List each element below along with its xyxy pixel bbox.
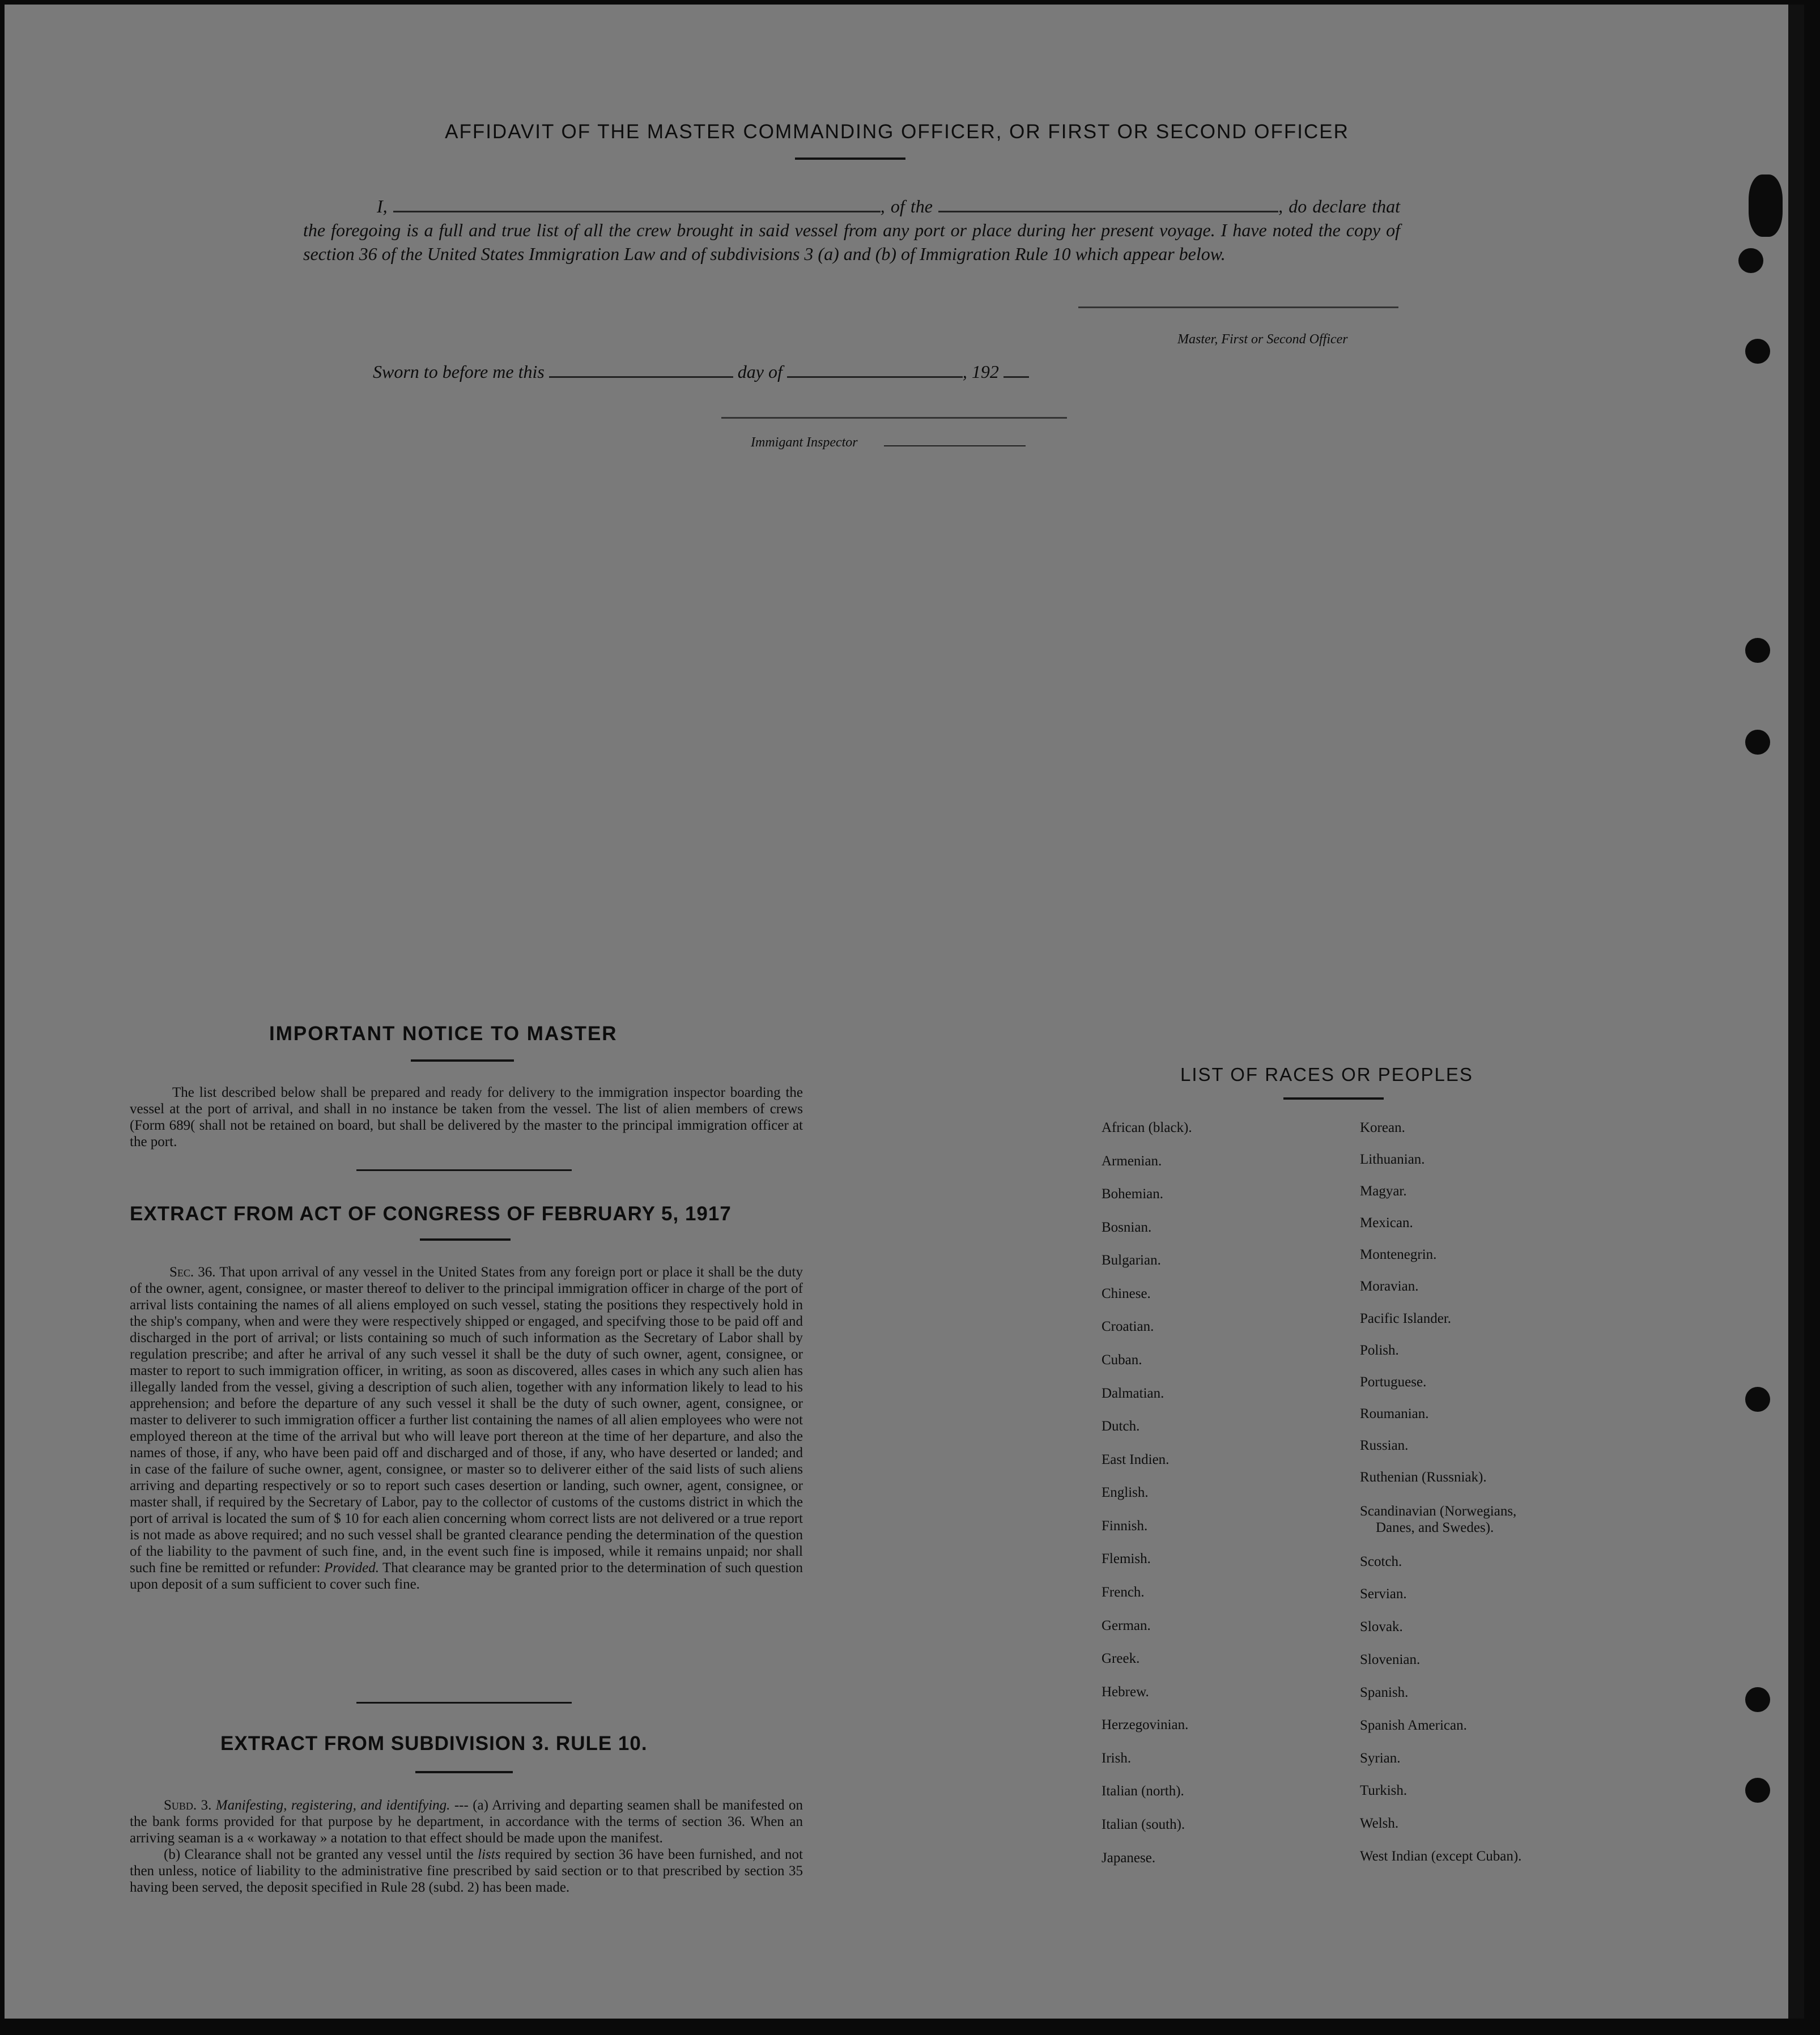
subdivision-para-a (130, 1797, 803, 1846)
sworn-day-field[interactable] (549, 376, 733, 378)
binder-hole (1738, 248, 1763, 273)
inspector-signature (751, 435, 1026, 450)
race-item: Herzegovinian. (1102, 1717, 1189, 1732)
race-item: Scotch. (1360, 1554, 1402, 1569)
race-item: Finnish. (1102, 1518, 1148, 1534)
race-item: Portuguese. (1360, 1374, 1427, 1390)
races-underline (1283, 1097, 1384, 1100)
race-item: Lithuanian. (1360, 1152, 1425, 1167)
race-item: Russian. (1360, 1438, 1409, 1453)
race-item: Turkish. (1360, 1783, 1407, 1798)
affidavit-text (303, 194, 1400, 266)
race-item: French. (1102, 1585, 1145, 1600)
race-item: Greek. (1102, 1651, 1140, 1666)
binder-hole (1749, 174, 1783, 237)
race-item: Korean. (1360, 1120, 1405, 1135)
race-item: Cuban. (1102, 1352, 1142, 1368)
race-item: Bohemian. (1102, 1186, 1164, 1202)
subd-label: Subd. 3. (164, 1798, 212, 1813)
race-item: Roumanian. (1360, 1406, 1429, 1421)
act-title: EXTRACT FROM ACT OF CONGRESS OF FEBRUARY 5, 1917 (130, 1203, 732, 1225)
race-item: East Indien. (1102, 1452, 1170, 1467)
subd-para-a-text: --- (a) Arriving and departing seamen shall be manifested on the bank forms provided for that purpose by he department, in accordance with the terms of section 36. When an arriving seaman is a « workaway » a notation to that effect should be made upon the manifest. (130, 1798, 803, 1846)
subdivision-title: EXTRACT FROM SUBDIVISION 3. RULE 10. (220, 1732, 648, 1755)
affidavit-of-the: , of the (880, 196, 933, 216)
race-item: Flemish. (1102, 1551, 1151, 1566)
act-body: That upon arrival of any vessel in the United States from any foreign port or place it shall be the duty of the owner, agent, consignee, or master thereof to deliver to the principal immigration officer in charge of the port of arrival lists containing the names of all aliens employed on such vessel, stating the positions they respectively hold in the ship's company, when and were they were respectively shipped or engaged, and specifving those to be paid off and discharged in the port of arrival; or lists containing so much of such information as the Secretary of Labor shall by regulation prescribe; and after he arrival of any such vessel it shall be the duty of such owner, agent, consignee, or master to report to such immigration officer, in writing, as soon as discovered, alles cases in which any such alien has illegally landed from the vessel, giving a description of such alien, together with any information likely to lead to his apprehension; and before the departure of any such vessel it shall be the duty of such owner, agent, consignee, or master to deliverer to such immigration officer a further list containing the names of all alien employees who were not employed thereon at the time of the arrival but who will leave port thereon at the time of her departure, and also the names of those, if any, who have been paid off and discharged and of those, if any, who have deserted or landed; and in case of the failure of suche owner, agent, consignee, or master so to deliverer either of the said lists of such aliens arriving and departing respectively or so to report such cases desertion or landing, such owner, agent, consignee, or master shall, if required by the Secretary of Labor, pay to the collector of customs of the customs district in which the port of arrival is located the sum of $ 10 for each alien concerning whom correct lists are not delivered or a true report is not made as above required; and no such vessel shall be granted clearance pending the determination of the question of the liability to the pavment of such fine, and, in the event such fine is imposed, while it remains unpaid; nor shall such fine be remitted or refunder: (130, 1265, 803, 1576)
sworn-line (373, 361, 1029, 382)
subdivision-text (130, 1797, 803, 1896)
day-of-label: day of (737, 361, 783, 382)
race-item: Spanish American. (1360, 1718, 1467, 1733)
subdivision-underline (415, 1771, 513, 1773)
race-item: Chinese. (1102, 1286, 1151, 1301)
race-item: Bulgarian. (1102, 1253, 1161, 1268)
sworn-year-field[interactable] (1003, 376, 1029, 378)
race-item: African (black). (1102, 1120, 1192, 1135)
race-item: Pacific Islander. (1360, 1311, 1452, 1326)
race-item: German. (1102, 1618, 1151, 1633)
affidavit-body: that the foregoing is a full and true list of all the crew brought in said vessel from any port or place during her present voyage. I have noted the copy of section 36 of the United States Immigration Law and of subdivisions 3 (a) and (b) of Immigration Rule 10 which appear below. (303, 196, 1401, 264)
notice-text: The list described below shall be prepared and ready for delivery to the immigration inspector boarding the vessel at the port of arrival, and shall in no instance be taken from the vessel. The list of alien members of crews (Form 689( shall not be retained on board, but shall be delivered by the master to the principal immigration officer at the port. (130, 1085, 803, 1150)
act-divider (356, 1702, 572, 1704)
notice-underline (411, 1059, 514, 1062)
race-item: Danes, and Swedes). (1376, 1520, 1494, 1535)
race-item: Mexican. (1360, 1215, 1413, 1231)
affidavit-title: AFFIDAVIT OF THE MASTER COMMANDING OFFICER, OR FIRST OR SECOND OFFICER (445, 121, 1349, 143)
scan-edge (1788, 5, 1804, 2019)
inspector-signature-line[interactable] (721, 417, 1067, 419)
subd-para-b-start: (b) Clearance shall not be granted any vessel until the (164, 1847, 474, 1862)
name-field[interactable] (393, 211, 881, 212)
race-item: Slovak. (1360, 1619, 1403, 1634)
race-item: West Indian (except Cuban). (1360, 1849, 1522, 1864)
race-item: Armenian. (1102, 1153, 1162, 1169)
binder-hole (1745, 1778, 1770, 1803)
affidavit-i: I, (377, 196, 388, 216)
sworn-label: Sworn to before me this (373, 361, 545, 382)
race-item: Irish. (1102, 1751, 1132, 1766)
sworn-month-field[interactable] (787, 376, 963, 378)
inspector-field[interactable] (884, 445, 1026, 446)
race-item: Welsh. (1360, 1816, 1399, 1831)
race-item: Slovenian. (1360, 1652, 1421, 1667)
binder-hole (1745, 1387, 1770, 1412)
race-item: Montenegrin. (1360, 1247, 1437, 1262)
subd-para-b-lists: lists (478, 1847, 501, 1862)
year-label: , 192 (962, 361, 999, 382)
races-title: LIST OF RACES OR PEOPLES (1180, 1064, 1473, 1085)
master-signature-label: Master, First or Second Officer (1177, 332, 1348, 347)
act-body-end: That clearance may be granted prior to the determination of such question upon deposit of a sum sufficient to cover such fine. (130, 1560, 803, 1592)
notice-divider (356, 1169, 572, 1171)
sec-label: Sec. 36. (169, 1265, 216, 1280)
race-item: Croatian. (1102, 1319, 1154, 1334)
binder-hole (1745, 1687, 1770, 1712)
race-item: Hebrew. (1102, 1684, 1149, 1700)
race-item: Syrian. (1360, 1751, 1401, 1766)
race-item: Bosnian. (1102, 1220, 1152, 1235)
master-signature-line[interactable] (1078, 306, 1398, 308)
race-item: Polish. (1360, 1343, 1399, 1358)
race-item: Magyar. (1360, 1183, 1407, 1199)
race-item: Ruthenian (Russniak). (1360, 1470, 1487, 1485)
vessel-field[interactable] (938, 211, 1278, 212)
race-item: Servian. (1360, 1586, 1407, 1602)
race-item: English. (1102, 1485, 1149, 1500)
title-underline (795, 157, 905, 160)
race-item: Spanish. (1360, 1685, 1409, 1700)
race-item: Italian (north). (1102, 1783, 1184, 1799)
binder-hole (1745, 730, 1770, 755)
race-item: Moravian. (1360, 1279, 1419, 1294)
subdivision-para-b (130, 1846, 803, 1896)
race-item: Scandinavian (Norwegians, (1360, 1504, 1517, 1519)
race-item: Dutch. (1102, 1419, 1140, 1434)
act-provided: Provided. (324, 1560, 379, 1576)
subd-para-b-end: required by section 36 have been furnished, and not then unless, notice of liability to the administrative fine prescribed by said section or to that prescribed by section 35 having been served, the deposit specified in Rule 28 (subd. 2) has been made. (130, 1847, 803, 1895)
race-item: Italian (south). (1102, 1817, 1185, 1832)
document-page (5, 5, 1804, 2019)
binder-hole (1745, 339, 1770, 364)
affidavit-do-declare: , do declare (1278, 196, 1367, 216)
binder-hole (1745, 638, 1770, 663)
act-underline (420, 1238, 511, 1241)
subd-heading: Manifesting, registering, and identifying. (215, 1798, 450, 1813)
race-item: Dalmatian. (1102, 1386, 1164, 1401)
race-item: Japanese. (1102, 1850, 1156, 1866)
notice-title: IMPORTANT NOTICE TO MASTER (269, 1023, 618, 1045)
inspector-label: Immigant Inspector (751, 435, 858, 450)
act-text (130, 1264, 803, 1593)
